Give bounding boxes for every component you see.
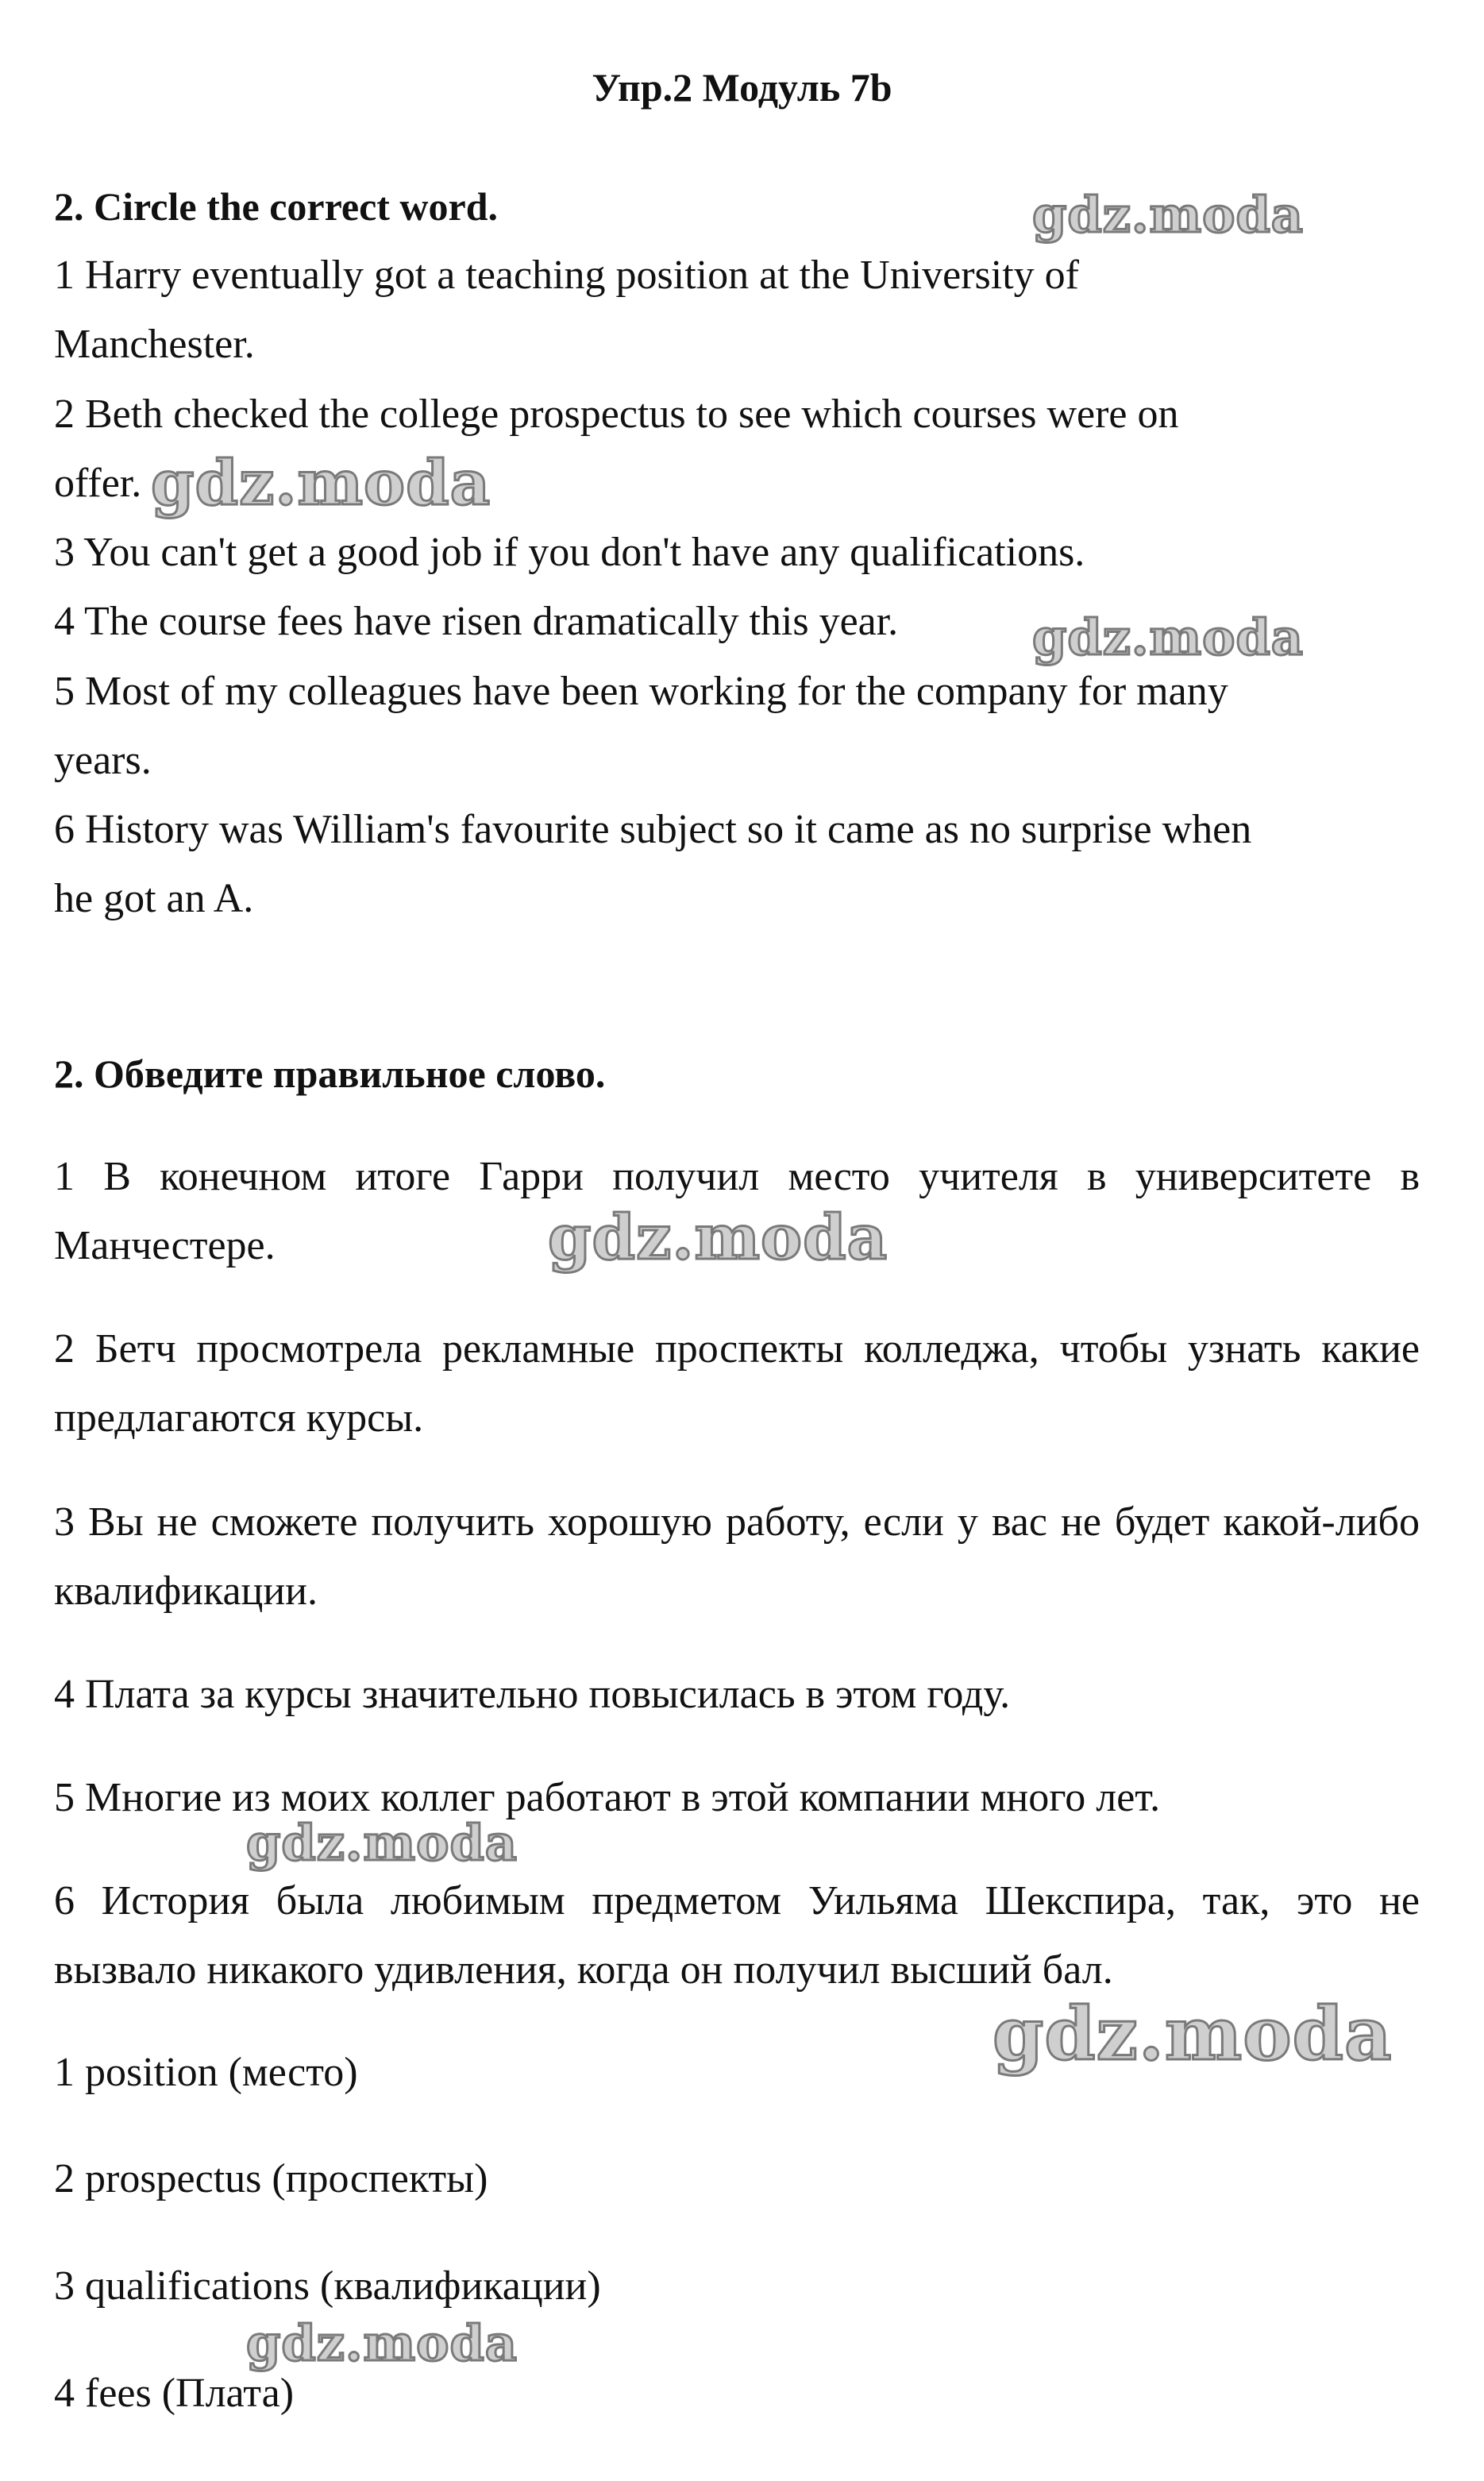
russian-item: 4 Плата за курсы значительно повысилась в этом году. (54, 1672, 1011, 1717)
watermark-logo: gdz.moda (151, 447, 491, 519)
russian-heading: 2. Обведите правильное слово. (54, 1051, 606, 1096)
english-heading: 2. Circle the correct word. (54, 184, 499, 229)
english-line: 1 Harry eventually got a teaching position at the University of (54, 253, 1079, 298)
english-line: offer. (54, 461, 142, 506)
russian-item: 6 История была любимым предметом Уильяма Шекспира, так, это не вызвало никакого удивления, когда он получил высший бал. (54, 1878, 1420, 1993)
russian-item: 1 В конечном итоге Гарри получил место учителя в университете в Манчестере. (54, 1154, 1420, 1268)
answer-item: 4 fees (Плата) (54, 2371, 295, 2416)
watermark-logo: gdz.moda (548, 1202, 888, 1274)
english-line: 6 History was William's favourite subject so it came as no surprise when (54, 807, 1252, 852)
russian-item: 5 Многие из моих коллег работают в этой компании много лет. (54, 1775, 1161, 1820)
english-line: he got an A. (54, 876, 254, 921)
english-line: 4 The course fees have risen dramatically this year. (54, 599, 899, 644)
watermark-logo: gdz.moda (1032, 608, 1304, 666)
russian-item: 3 Вы не сможете получить хорошую работу, если у вас не будет какой-либо квалификации. (54, 1499, 1420, 1614)
english-line: years. (54, 738, 152, 783)
answer-item: 1 position (место) (54, 2050, 358, 2095)
watermark-logo: gdz.moda (993, 1991, 1393, 2077)
watermark-logo: gdz.moda (246, 2314, 518, 2372)
english-line: 5 Most of my colleagues have been working for the company for many (54, 669, 1228, 714)
answer-item: 2 prospectus (проспекты) (54, 2156, 488, 2201)
answer-item: 3 qualifications (квалификации) (54, 2263, 601, 2309)
watermark-logo: gdz.moda (1032, 186, 1304, 244)
english-line: Manchester. (54, 322, 255, 367)
page-title: Упр.2 Модуль 7b (592, 65, 892, 110)
english-line: 2 Beth checked the college prospectus to see which courses were on (54, 392, 1179, 437)
english-line: 3 You can't get a good job if you don't have any qualifications. (54, 530, 1085, 575)
watermark-logo: gdz.moda (246, 1814, 518, 1872)
russian-item: 2 Бетч просмотрела рекламные проспекты колледжа, чтобы узнать какие предлагаются курсы. (54, 1326, 1420, 1441)
